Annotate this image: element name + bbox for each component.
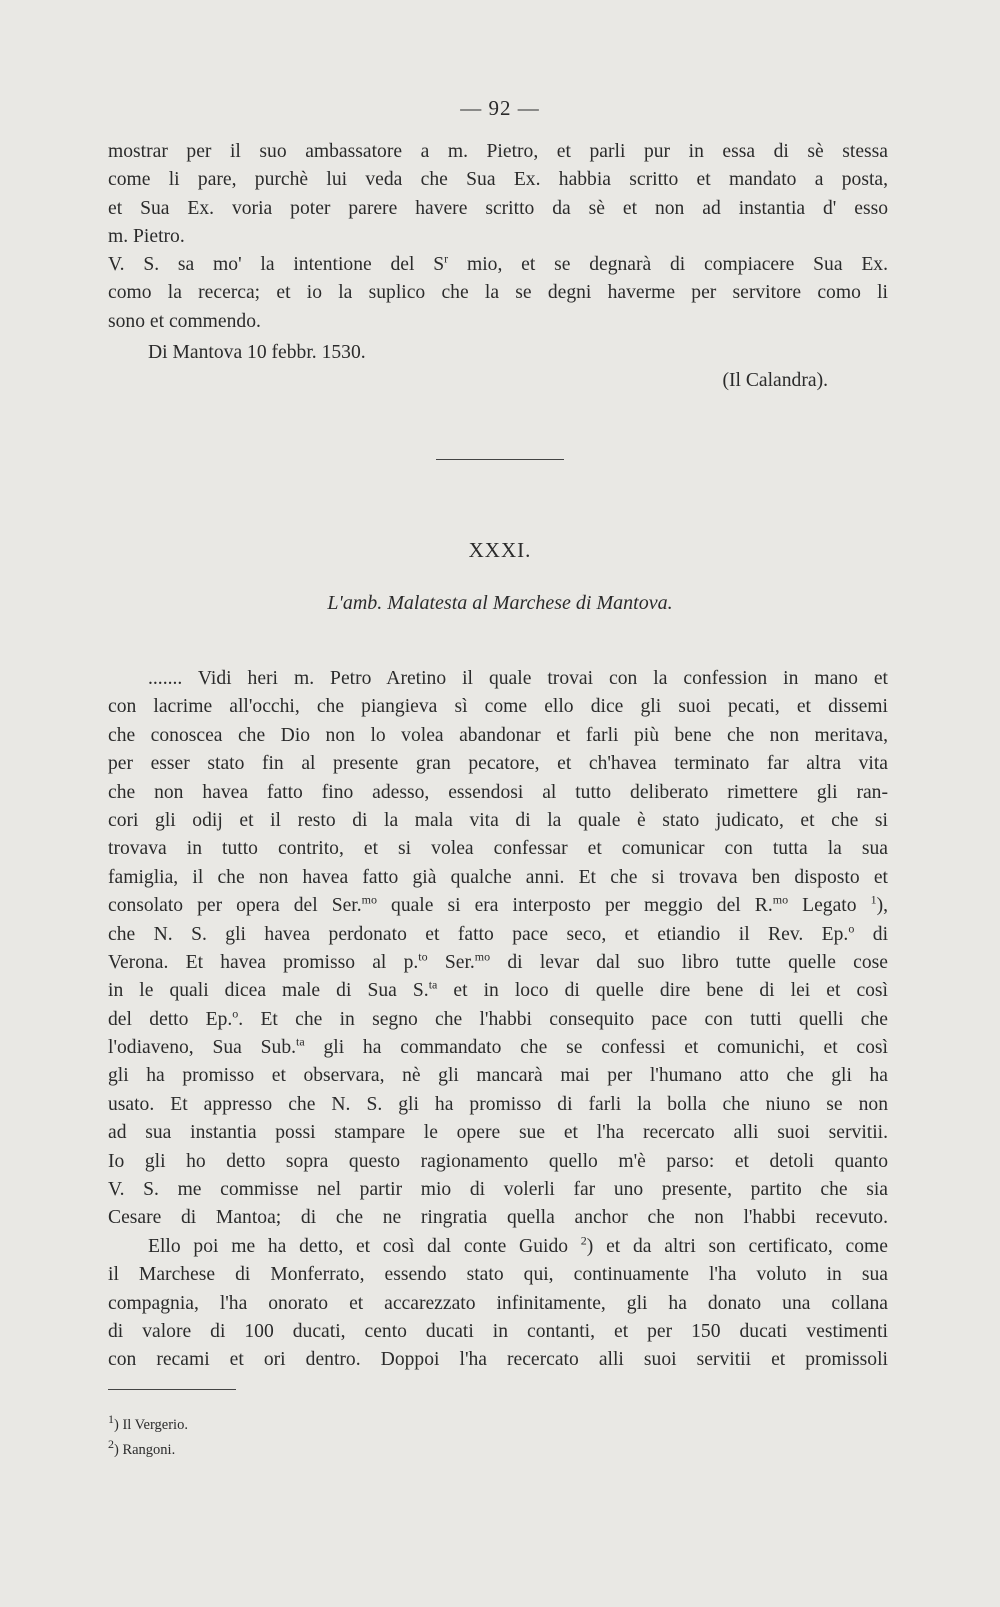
text-line: che N. S. gli havea perdonato et fatto pace seco, et etiandio il Rev. Ep.$^o$ di [108,920,889,945]
text-line: ....... Vidi heri m. Petro Aretino il quale trovai con la confession in mano et [148,668,888,689]
paragraph-opening [108,138,888,252]
footnote-divider [108,1389,236,1390]
footnote: $^2$) Rangoni. [108,1437,176,1458]
text-line: consolato per opera del Ser.$^{mo}$ quale si era interposto per meggio del R.$^{mo}$ Legato $^1$), [108,892,888,917]
text-line: m. Pietro. [108,226,185,248]
text-line: come li pare, purchè lui veda che Sua Ex. habbia scritto et mandato a posta, [108,169,888,191]
text-line: che non havea fatto fino adesso, essendosi al tutto deliberato rimettere gli ran- [108,781,888,803]
text-line: del detto Ep.$^o$. Et che in segno che l'habbi consequito pace con tutti quelli che [108,1006,888,1030]
dateline [108,339,888,367]
text-line: il Marchese di Monferrato, essendo stato qui, continuamente l'ha voluto in sua [108,1264,888,1286]
text-line: cori gli odij et il resto di la mala vita di la quale è stato judicato, et che si [108,809,888,831]
section-number: XXXI. [468,538,532,562]
text-line: Ello poi me ha detto, et così dal conte Guido $^2$) et da altri son certificato, come [148,1233,888,1257]
text-line: trovava in tutto contrito, et si volea confessar et comunicar con tutta la sua [108,838,888,860]
footnote-ref: 1 [870,892,877,907]
date-line: Di Mantova 10 febbr. 1530. [148,342,366,363]
text-line: sono et commendo. [108,310,261,332]
text-line: et Sua Ex. voria poter parere havere scritto da sè et non ad instantia d' esso [108,197,888,219]
text-line: per esser stato fin al presente gran pecatore, et ch'havea terminato far altra vita [108,753,888,775]
letter-body [108,665,888,1375]
text-line: che conoscea che Dio non lo volea abandonar et farli più bene che non meritava, [108,724,888,746]
text-line: in le quali dicea male di Sua S.$^{ta}$ et in loco di quelle dire bene di lei et così [108,977,889,1002]
text-line: Verona. Et havea promisso al p.$^{to}$ Ser.$^{mo}$ di levar dal suo libro tutte quelle cose [108,949,888,973]
signature-block [108,367,888,395]
section-divider [436,459,564,460]
section-title: L'amb. Malatesta al Marchese di Mantova. [327,592,673,614]
text-line: V. S. sa mo' la intentione del $S^r$ mio, et se degnarà di compiacere Sua Ex. [108,251,888,275]
footnote: $^1$) Il Vergerio. [108,1412,188,1433]
text-line: V. S. me commisse nel partir mio di volerli far uno presente, partito che sia [108,1179,888,1201]
text-line: mostrar per il suo ambassatore a m. Pietro, et parli pur in essa di sè stessa [108,141,888,162]
text-line: con recami et ori dentro. Doppoi l'ha recercato alli suoi servitii et promissoli [108,1349,888,1371]
text-line: compagnia, l'ha onorato et accarezzato infinitamente, gli ha donato una collana [108,1292,888,1314]
text-line: con lacrime all'occhi, che piangieva sì come ello dice gli suoi pecati, et dissemi [108,696,888,718]
page-number: — 92 — [460,96,540,120]
text-line: Io gli ho detto sopra questo ragionamento quello m'è parso: et detoli quanto [108,1150,888,1172]
text-line: usato. Et appresso che N. S. gli ha promisso di farli la bolla che niuno se non [108,1093,888,1115]
footnote-ref: 2 [580,1233,587,1248]
text-line: como la recerca; et io la suplico che la se degni haverme per servitore como li [108,282,888,304]
signature: (Il Calandra). [722,370,828,391]
text-line: di valore di 100 ducati, cento ducati in contanti, et per 150 ducati vestimenti [108,1320,888,1342]
text-line: gli ha promisso et observara, nè gli mancarà mai per l'humano atto che gli ha [108,1065,888,1087]
text-line: ad sua instantia possi stampare le opere sue et l'ha recercato alli suoi servitii. [108,1122,888,1144]
text-line: l'odiaveno, Sua Sub.$^{ta}$ gli ha commandato che se confessi et comunichi, et così [108,1034,888,1059]
text-line: famiglia, il che non havea fatto già qualche anni. Et che si trovava ben disposto et [108,866,888,888]
text-line: Cesare di Mantoa; di che ne ringratia quella anchor che non l'habbi recevuto. [108,1207,888,1229]
paragraph-closing [108,251,888,336]
